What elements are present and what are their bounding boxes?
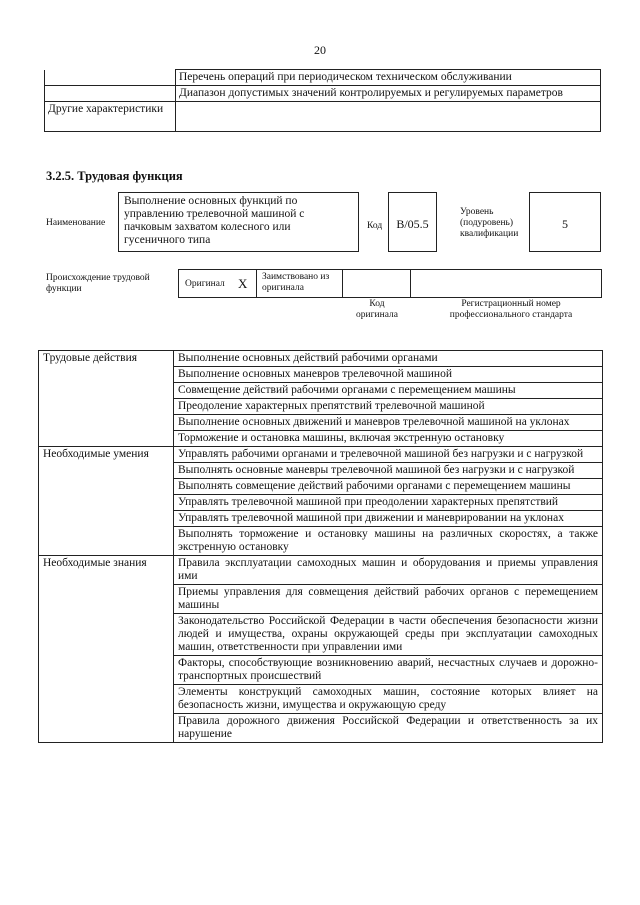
original-mark: X — [238, 276, 248, 291]
table-cell-text: Выполнять совмещение действий рабочими органами с перемещением машины — [174, 479, 603, 495]
table-cell-text: Преодоление характерных препятствий трелевочной машиной — [174, 399, 603, 415]
origin-divider — [342, 269, 343, 298]
code-original-label: Код оригинала — [356, 299, 398, 320]
table-cell-text: Управлять рабочими органами и трелевочной машиной без нагрузки и с нагрузкой — [174, 447, 603, 463]
table-row — [45, 70, 601, 86]
table-row — [45, 86, 601, 102]
table-cell-text: Управлять трелевочной машиной при преодолении характерных препятствий — [174, 495, 603, 511]
borrowed-label: Заимствовано из оригинала — [262, 272, 330, 293]
level-value: 5 — [562, 217, 568, 231]
origin-label: Происхождение трудовой функции — [46, 273, 150, 294]
requirements-table — [38, 350, 603, 743]
table-cell-text: Торможение и остановка машины, включая экстренную остановку — [174, 431, 603, 447]
table-cell-text: Элементы конструкций самоходных машин, состояние которых влияет на безопасность жизни, имущества и окружающую среду — [174, 685, 603, 714]
table-cell-text: Факторы, способствующие возникновению аварий, несчастных случаев и дорожно-транспортных происшествий — [174, 656, 603, 685]
code-label: Код — [367, 221, 383, 231]
function-name-box — [118, 192, 359, 252]
group-label: Необходимые умения — [39, 447, 174, 556]
level-label: Уровень (подуровень) квалификации — [460, 207, 519, 239]
table-cell-label: Другие характеристики — [45, 102, 176, 132]
table-row — [39, 351, 603, 367]
original-label: Оригинал — [185, 279, 225, 289]
group-label: Трудовые действия — [39, 351, 174, 447]
continuation-table — [44, 69, 601, 132]
table-cell-text: Перечень операций при периодическом техническом обслуживании — [176, 70, 601, 86]
group-label: Необходимые знания — [39, 556, 174, 743]
table-cell-text: Управлять трелевочной машиной при движении и маневрировании на уклонах — [174, 511, 603, 527]
table-cell-text: Правила дорожного движения Российской Федерации и ответственность за их нарушение — [174, 714, 603, 743]
table-cell-text: Выполнение основных действий рабочими органами — [174, 351, 603, 367]
table-cell-text: Законодательство Российской Федерации в части обеспечения безопасности жизни людей и имущества, охраны окружающей среды при эксплуатации самоходных машин, ответственности при управлении ими — [174, 614, 603, 656]
table-row — [45, 102, 601, 132]
code-value: В/05.5 — [396, 217, 429, 231]
function-name-value: Выполнение основных функций по управлению трелевочной машиной с пачковым захватом колесного или гусеничного типа — [124, 195, 305, 246]
table-cell-text: Выполнять торможение и остановку машины на различных скоростях, а также экстренную остановку — [174, 527, 603, 556]
table-cell-text: Совмещение действий рабочими органами с перемещением машины — [174, 383, 603, 399]
table-cell-text: Выполнение основных маневров трелевочной машиной — [174, 367, 603, 383]
name-label: Наименование — [46, 218, 106, 228]
code-box — [388, 192, 437, 252]
table-cell-text: Выполнение основных движений и маневров трелевочной машиной на уклонах — [174, 415, 603, 431]
origin-divider — [256, 269, 257, 298]
table-cell-text: Выполнять основные маневры трелевочной машиной без нагрузки и с нагрузкой — [174, 463, 603, 479]
level-box — [529, 192, 601, 252]
table-cell-text: Приемы управления для совмещения действий рабочих органов с перемещением машины — [174, 585, 603, 614]
table-cell-text: Правила эксплуатации самоходных машин и оборудования и приемы управления ими — [174, 556, 603, 585]
table-cell-label — [45, 70, 176, 86]
table-cell-text — [176, 102, 601, 132]
table-cell-label — [45, 86, 176, 102]
page-number: 20 — [314, 43, 326, 57]
table-row — [39, 447, 603, 463]
reg-number-label: Регистрационный номер профессионального стандарта — [449, 299, 573, 320]
table-row — [39, 556, 603, 585]
table-cell-text: Диапазон допустимых значений контролируемых и регулируемых параметров — [176, 86, 601, 102]
section-heading: 3.2.5. Трудовая функция — [46, 169, 183, 183]
origin-divider — [410, 269, 411, 298]
